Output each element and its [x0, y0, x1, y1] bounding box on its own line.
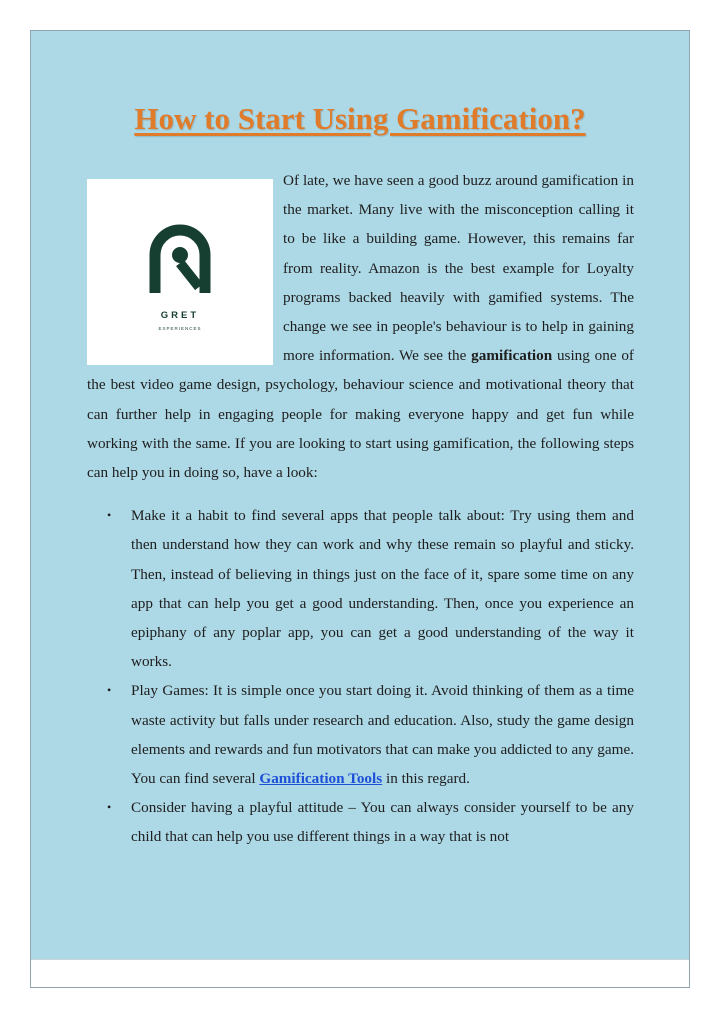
gamification-tools-link[interactable]: Gamification Tools [259, 770, 383, 788]
page-title: How to Start Using Gamification? [134, 101, 586, 136]
page-sheet [30, 30, 690, 988]
article-body [87, 166, 634, 852]
list-item [87, 676, 634, 793]
list-item-text-after: in this regard. [382, 770, 470, 788]
bullet-icon: • [107, 683, 112, 698]
gret-logo-icon [145, 221, 215, 297]
list-item-text: Make it a habit to find several apps that people talk about: Try using them and then understand how they can work and why these remain so playful and sticky. Then, instead of believing in things just on the face of it, spare some time on any app that can help you get a good understanding. Then, once you experience an epiphany of any poplar app, you can get a good understanding of the way it works. [131, 507, 634, 671]
steps-list [87, 501, 634, 851]
logo-name: GRET [160, 310, 200, 321]
page-bottom-band [31, 959, 689, 988]
bullet-icon: • [107, 508, 112, 523]
list-item-text: Consider having a playful attitude – You can always consider yourself to be any child that can help you use different things in a way that is not [131, 799, 634, 846]
list-item-text: Play Games: It is simple once you start doing it. Avoid thinking of them as a time waste activity but falls under research and education. Also, study the game design elements and rewards and fun motivators that can make you addicted to any game. You can find several [131, 682, 634, 788]
list-item [87, 501, 634, 676]
bullet-icon: • [107, 800, 112, 815]
logo-image [87, 179, 273, 365]
intro-text-2: using one of the best video game design, psychology, behaviour science and motivational theory that can further help in engaging people for making everyone happy and get fun while working with the same. If you are looking to start using gamification, the following steps can help you in doing so, have a look: [87, 347, 634, 482]
intro-bold-term: gamification [471, 347, 553, 365]
list-item [87, 793, 634, 851]
intro-text-1: Of late, we have seen a good buzz around gamification in the market. Many live with the misconception calling it to be like a building game. However, this remains far from reality. Amazon is the best example for Loyalty programs backed heavily with gamified systems. The change we see in people's behaviour is to help in gaining more information. We see the [283, 172, 634, 365]
logo-subtitle: EXPERIENCES [158, 326, 202, 331]
